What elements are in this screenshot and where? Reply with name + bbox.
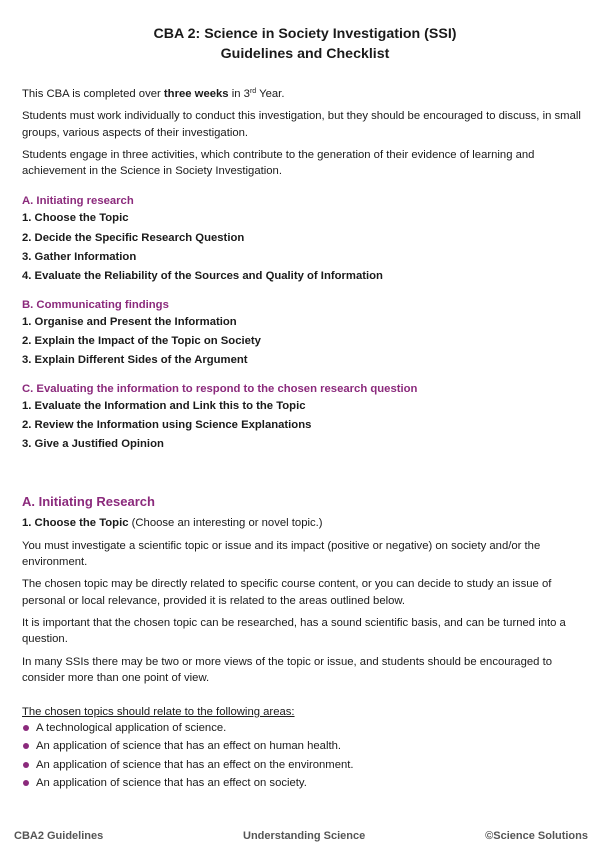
list-item-text: An application of science that has an effect on the environment. <box>36 758 354 771</box>
bullet-icon <box>23 780 29 786</box>
bullet-icon <box>23 725 29 731</box>
list-item <box>22 756 588 774</box>
section-a <box>22 193 588 286</box>
choose-topic-label: 1. Choose the Topic <box>22 517 129 530</box>
intro-paragraph-3: Students engage in three activities, which contribute to the generation of their evidence of learning and achievement in the Science in Society Investigation. <box>22 148 535 178</box>
list-item <box>22 719 588 737</box>
footer-left: CBA2 Guidelines <box>14 830 104 842</box>
list-item-text: A technological application of science. <box>36 722 227 735</box>
intro-text: This CBA is completed over <box>22 88 164 100</box>
step-item: 1. Organise and Present the Information <box>22 315 237 328</box>
title-line-1: CBA 2: Science in Society Investigation (SSI) <box>153 26 457 42</box>
choose-topic-line <box>22 515 588 531</box>
areas-list <box>22 719 588 792</box>
step-item: 2. Decide the Specific Research Question <box>22 231 245 244</box>
title-line-2: Guidelines and Checklist <box>220 46 390 62</box>
detail-paragraph: You must investigate a scientific topic or issue and its impact (positive or negative) on society and/or the environment. <box>22 539 541 569</box>
step-item: 3. Gather Information <box>22 251 137 264</box>
step-item: 1. Evaluate the Information and Link this to the Topic <box>22 399 306 412</box>
section-heading: B. Communicating findings <box>22 298 169 311</box>
section-c <box>22 381 588 455</box>
intro-duration: three weeks <box>163 88 229 100</box>
choose-topic-note: (Choose an interesting or novel topic.) <box>128 517 323 530</box>
bullet-icon <box>23 762 29 768</box>
footer-right: ©Science Solutions <box>485 830 588 842</box>
intro-text: in 3 <box>228 88 250 100</box>
detail-paragraph: It is important that the chosen topic can be researched, has a sound scientific basis, and can be turned into a question. <box>22 616 566 646</box>
document-page <box>22 0 588 792</box>
list-item-text: An application of science that has an effect on human health. <box>36 740 342 753</box>
areas-heading: The chosen topics should relate to the following areas: <box>22 706 295 719</box>
intro-paragraph-1 <box>22 86 588 102</box>
step-item: 4. Evaluate the Reliability of the Sources and Quality of Information <box>22 270 383 283</box>
detail-heading: A. Initiating Research <box>22 494 155 510</box>
step-item: 1. Choose the Topic <box>22 212 129 225</box>
step-item: 3. Explain Different Sides of the Argument <box>22 354 248 367</box>
intro-paragraph-2: Students must work individually to conduct this investigation, but they should be encouraged to discuss, in small groups, various aspects of their investigation. <box>22 110 581 139</box>
detail-paragraph: In many SSIs there may be two or more views of the topic or issue, and students should be encouraged to consider more than one point of view. <box>22 655 552 684</box>
detail-paragraph: The chosen topic may be directly related to specific course content, or you can decide to study an issue of personal or local relevance, provided it is related to the areas outlined below. <box>22 578 552 607</box>
list-item <box>22 774 588 792</box>
intro-text: Year. <box>256 88 285 100</box>
section-heading: A. Initiating research <box>22 195 134 208</box>
section-b <box>22 297 588 371</box>
step-item: 2. Explain the Impact of the Topic on Society <box>22 334 261 347</box>
list-item-text: An application of science that has an effect on society. <box>36 776 307 789</box>
footer-center: Understanding Science <box>243 830 366 842</box>
list-item <box>22 737 588 755</box>
step-item: 2. Review the Information using Science Explanations <box>22 418 312 431</box>
intro-superscript: rd <box>249 88 257 95</box>
section-heading: C. Evaluating the information to respond to the chosen research question <box>22 382 418 395</box>
bullet-icon <box>23 743 29 749</box>
page-title <box>22 24 588 64</box>
step-item: 3. Give a Justified Opinion <box>22 438 164 451</box>
